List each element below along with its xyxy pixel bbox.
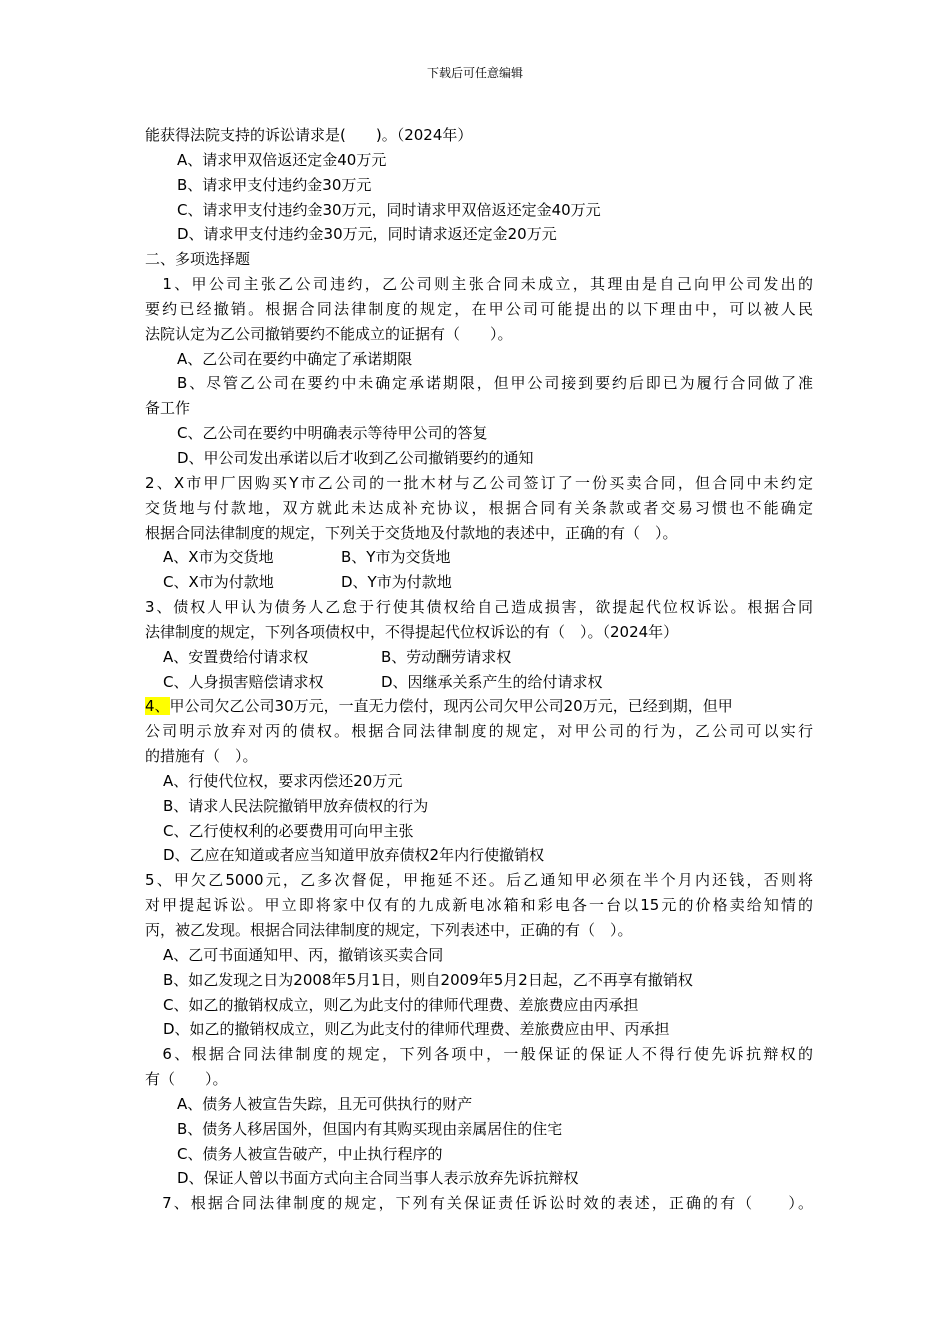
option-d: D、因继承关系产生的给付请求权 xyxy=(381,672,603,691)
question-4-line: 公司明示放弃对丙的债权。根据合同法律制度的规定，对甲公司的行为，乙公司可以实行 xyxy=(145,722,813,741)
question-1-line: 1、甲公司主张乙公司违约，乙公司则主张合同未成立，其理由是自己向甲公司发出的 xyxy=(145,275,813,294)
option-b: B、如乙发现之日为2008年5月1日，则自2009年5月2日起，乙不再享有撤销权 xyxy=(163,970,693,989)
question-7-line: 7、根据合同法律制度的规定，下列有关保证责任诉讼时效的表述，正确的有（ ）。 xyxy=(145,1194,813,1213)
question-3-line: 法律制度的规定，下列各项债权中，不得提起代位权诉讼的有（ ）。（2024年） xyxy=(145,622,679,641)
option-row xyxy=(145,570,813,595)
option-a: A、债务人被宣告失踪，且无可供执行的财产 xyxy=(177,1094,473,1113)
document-body xyxy=(145,123,813,1216)
option-b: B、尽管乙公司在要约中未确定承诺期限，但甲公司接到要约后即已为履行合同做了准 xyxy=(177,374,813,393)
option-b: B、债务人移居国外，但国内有其购买现由亲属居住的住宅 xyxy=(177,1119,563,1138)
option-a: A、请求甲双倍返还定金40万元 xyxy=(177,150,387,169)
section-heading: 二、多项选择题 xyxy=(145,250,251,269)
question-5-line: 丙，被乙发现。根据合同法律制度的规定，下列表述中，正确的有（ ）。 xyxy=(145,921,633,939)
option-b-continued: 备工作 xyxy=(145,399,191,418)
question-5-line: 5、甲欠乙5000元，乙多次督促，甲拖延不还。后乙通知甲必须在半个月内还钱，否则将 xyxy=(145,871,813,890)
question-2-line: 交货地与付款地，双方就此未达成补充协议，根据合同有关条款或者交易习惯也不能确定 xyxy=(145,498,813,517)
option-b: B、Y市为交货地 xyxy=(341,548,451,567)
question-2-line: 2、X市甲厂因购买Y市乙公司的一批木材与乙公司签订了一份买卖合同，但合同中未约定 xyxy=(145,473,813,492)
question-3-line: 3、债权人甲认为债务人乙怠于行使其债权给自己造成损害，欲提起代位权诉讼。根据合同 xyxy=(145,598,813,617)
highlighted-question-number: 4、 xyxy=(145,697,170,716)
option-c: C、请求甲支付违约金30万元，同时请求甲双倍返还定金40万元 xyxy=(177,200,601,219)
question-2-line: 根据合同法律制度的规定，下列关于交货地及付款地的表述中，正确的有（ ）。 xyxy=(145,523,678,542)
option-b: B、请求人民法院撤销甲放弃债权的行为 xyxy=(163,796,429,815)
option-c: C、乙公司在要约中明确表示等待甲公司的答复 xyxy=(177,424,488,443)
option-b: B、劳动酬劳请求权 xyxy=(381,647,512,666)
option-a: A、乙公司在要约中确定了承诺期限 xyxy=(177,349,413,368)
option-d: D、甲公司发出承诺以后才收到乙公司撤销要约的通知 xyxy=(177,448,534,467)
option-row xyxy=(145,670,813,695)
question-4-line: 的措施有（ ）。 xyxy=(145,747,258,766)
option-row xyxy=(145,645,813,670)
question-stem: 能获得法院支持的诉讼请求是( )。（2024年） xyxy=(145,126,473,144)
question-1-line: 法院认定为乙公司撤销要约不能成立的证据有（ ）。 xyxy=(145,324,513,343)
question-4-line xyxy=(145,694,813,719)
question-1-line: 要约已经撤销。根据合同法律制度的规定，在甲公司可能提出的以下理由中，可以被人民 xyxy=(145,299,813,318)
question-5-line: 对甲提起诉讼。甲立即将家中仅有的九成新电冰箱和彩电各一台以15元的价格卖给知情的 xyxy=(145,896,813,915)
option-d: D、如乙的撤销权成立，则乙为此支付的律师代理费、差旅费应由甲、丙承担 xyxy=(163,1020,670,1039)
option-row xyxy=(145,545,813,570)
option-a: A、行使代位权，要求丙偿还20万元 xyxy=(163,771,403,790)
question-4-text: 甲公司欠乙公司30万元，一直无力偿付，现丙公司欠甲公司20万元，已经到期，但甲 xyxy=(169,697,733,716)
option-c: C、X市为付款地 xyxy=(163,573,274,592)
option-a: A、乙可书面通知甲、丙，撤销该买卖合同 xyxy=(163,945,444,964)
option-d: D、Y市为付款地 xyxy=(341,573,452,592)
option-d: D、保证人曾以书面方式向主合同当事人表示放弃先诉抗辩权 xyxy=(177,1169,579,1188)
option-a: A、X市为交货地 xyxy=(163,548,274,567)
option-c: C、如乙的撤销权成立，则乙为此支付的律师代理费、差旅费应由丙承担 xyxy=(163,995,639,1014)
option-d: D、请求甲支付违约金30万元，同时请求返还定金20万元 xyxy=(177,225,557,244)
option-c: C、人身损害赔偿请求权 xyxy=(163,672,324,691)
page-header: 下载后可任意编辑 xyxy=(426,66,523,80)
option-d: D、乙应在知道或者应当知道甲放弃债权2年内行使撤销权 xyxy=(163,846,545,865)
option-a: A、安置费给付请求权 xyxy=(163,647,309,666)
option-c: C、乙行使权利的必要费用可向甲主张 xyxy=(163,821,414,840)
question-6-line: 有（ ）。 xyxy=(145,1070,228,1089)
question-6-line: 6、根据合同法律制度的规定，下列各项中，一般保证的保证人不得行使先诉抗辩权的 xyxy=(145,1045,813,1064)
option-b: B、请求甲支付违约金30万元 xyxy=(177,175,372,194)
option-c: C、债务人被宣告破产，中止执行程序的 xyxy=(177,1144,443,1163)
